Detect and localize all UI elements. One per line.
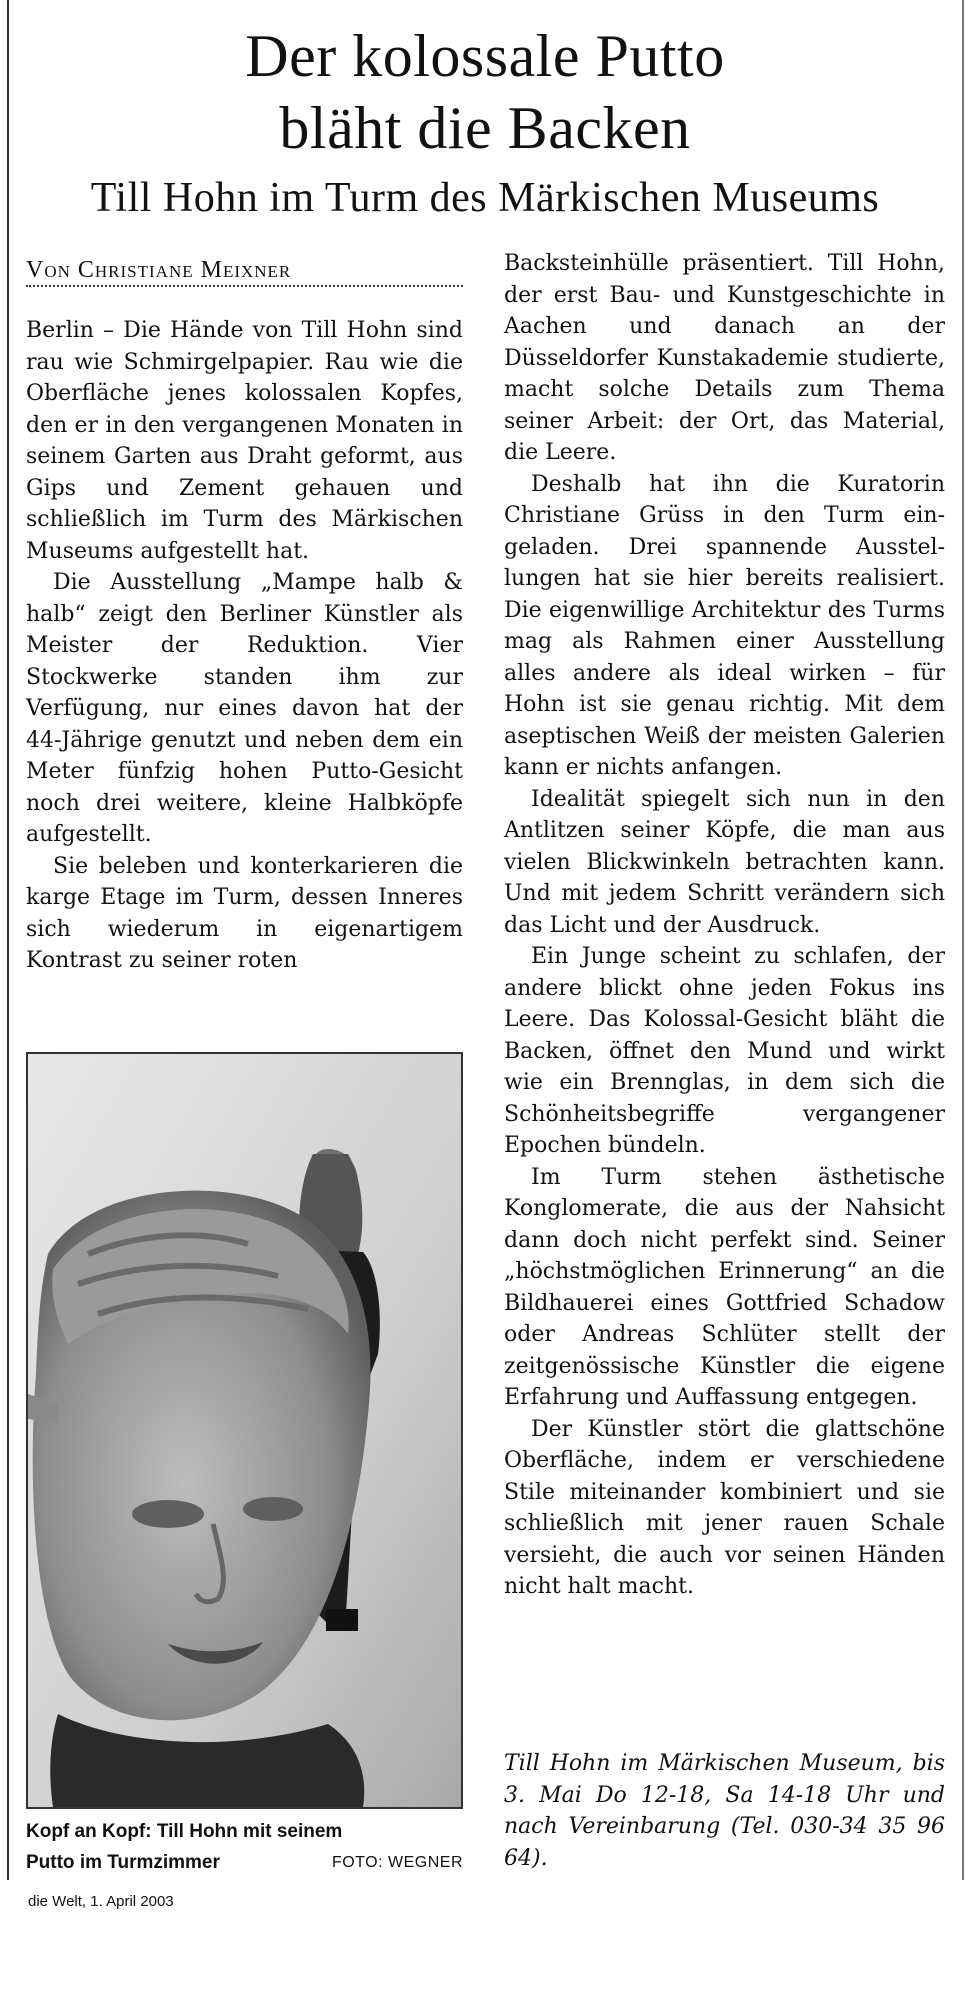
photo-sculpture-icon bbox=[28, 1054, 461, 1807]
page-right-rule bbox=[962, 0, 964, 1880]
paragraph: Backsteinhülle präsentiert. Till Hohn, der erst Bau- und Kunstgeschichte in Aachen und danach an der Düsseldorfer Kunstakademie studierte, macht solche Details zum Thema seiner Arbeit: der Ort, das Material, die Leere. bbox=[504, 251, 945, 465]
photo-caption-line-1: Kopf an Kopf: Till Hohn mit seinem bbox=[26, 1821, 343, 1842]
article-photo bbox=[26, 1052, 463, 1809]
paragraph: Ein Junge scheint zu schlafen, der andere blickt ohne jeden Fokus ins Leere. Das Kolossal-Gesicht bläht die Backen, öffnet den Mund und wirkt wie ein Brennglas, in dem sich die Schönheitsbegriffe vergangener Epochen bündeln. bbox=[504, 944, 945, 1158]
paragraph: Deshalb hat ihn die Kuratorin Christiane Grüss in den Turm eingeladen. Drei spannende Ausstellungen hat sie hier bereits realisiert. Die eigenwillige Architektur des Turms mag als Rahmen einer Ausstellung alles andere als ideal wirken – für Hohn ist sie genau richtig. Mit dem aseptischen Weiß der meisten Galerien kann er nichts anfangen. bbox=[504, 471, 945, 780]
exhibition-info: Till Hohn im Märkischen Museum, bis 3. Mai Do 12-18, Sa 14-18 Uhr und nach Vereinbarung (Tel. 030-34 35 96 64). bbox=[504, 1751, 945, 1871]
photo-caption-line-2: Putto im Turmzimmer bbox=[26, 1852, 220, 1873]
subheadline: Till Hohn im Turm des Märkischen Museums bbox=[90, 175, 880, 221]
paragraph: Der Künstler stört die glattschöne Oberfläche, indem er verschiedene Stile miteinander kombiniert und sie schließlich mit jener rauen Schale versieht, die auch vor seinen Händen nicht halt macht. bbox=[504, 1416, 945, 1599]
page-left-rule bbox=[7, 0, 9, 1880]
paragraph: Die Ausstellung „Mampe halb & halb“ zeigt den Berliner Künstler als Meister der Reduktion. Vier Stockwerke standen ihm zur Verfügung, nur eines davon hat der 44-Jährige genutzt und neben dem ein Meter fünfzig hohen Putto-Gesicht noch drei weitere, kleine Halbköpfe aufgestellt. bbox=[26, 570, 463, 847]
paragraph: Berlin – Die Hände von Till Hohn sind rau wie Schmirgelpapier. Rau wie die Oberfläche jenes kolossalen Kopfes, den er in den vergangenen Monaten in seinem Garten aus Draht geformt, aus Gips und Zement gehauen und schließlich im Turm des Märkischen Museums aufgestellt hat. bbox=[26, 318, 463, 564]
paragraph: Sie beleben und konterkarieren die karge Etage im Turm, dessen Inneres sich wiederum in eigenartigem Kontrast zu seiner roten bbox=[26, 853, 463, 973]
article-column-left bbox=[26, 315, 463, 977]
photo-credit: FOTO: WEGNER bbox=[331, 1854, 463, 1871]
headline-line-1: Der kolossale Putto bbox=[245, 23, 725, 89]
headline-line-2: bläht die Backen bbox=[279, 95, 691, 161]
byline: Von Christiane Meixner bbox=[26, 255, 463, 287]
paragraph: Idealität spiegelt sich nun in den Antlitzen seiner Köpfe, die man aus vielen Blickwinkeln betrachten kann. Und mit jedem Schritt verändern sich das Licht und der Ausdruck. bbox=[504, 786, 945, 938]
source-note: die Welt, 1. April 2003 bbox=[28, 1893, 174, 1910]
article-column-right bbox=[504, 248, 945, 1603]
headline bbox=[0, 20, 970, 164]
paragraph: Im Turm stehen ästhetische Konglomerate, die aus der Nahsicht dann doch nicht perfekt sind. Seiner „höchstmöglichen Erinnerung“ an die Bildhauerei eines Gottfried Schadow oder Andreas Schlüter stellt der zeitgenössische Künstler die eigene Erfahrung und Auffassung entgegen. bbox=[504, 1164, 945, 1410]
